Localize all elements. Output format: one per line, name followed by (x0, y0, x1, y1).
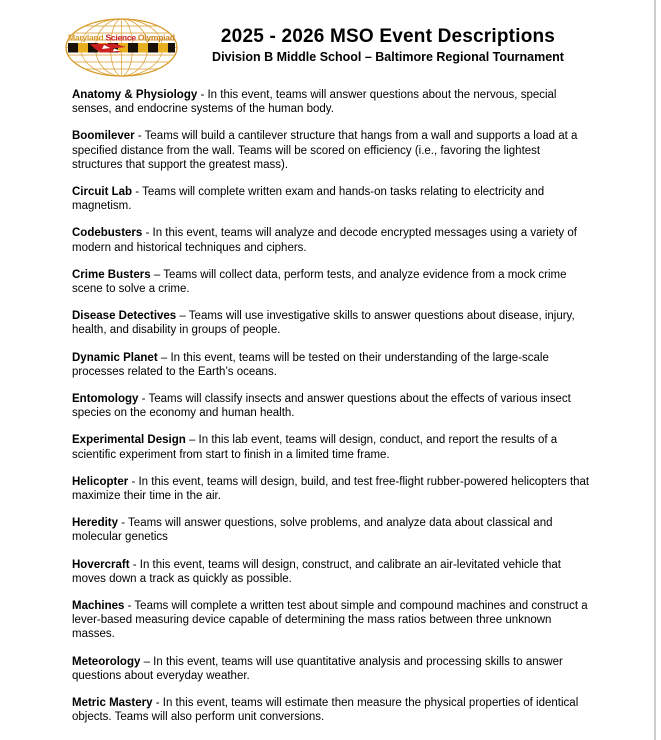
event-name: Hovercraft (72, 558, 130, 571)
event-name: Metric Mastery (72, 697, 153, 710)
event-description (72, 226, 592, 254)
event-text: - Teams will answer questions, solve problems, and analyze data about classical and molecular genetics (72, 517, 553, 544)
event-name: Helicopter (72, 475, 129, 488)
event-text: - In this event, teams will answer questions about the nervous, special senses, and endocrine systems of the human body. (72, 89, 557, 116)
event-description (72, 309, 592, 337)
event-description (72, 433, 592, 461)
event-description (72, 268, 592, 296)
title-block (0, 26, 661, 65)
event-name: Disease Detectives (72, 310, 177, 323)
event-description (72, 475, 592, 503)
logo-word-maryland: Maryland (68, 32, 104, 43)
page-edge-divider (654, 0, 656, 740)
event-name: Dynamic Planet (72, 351, 158, 364)
event-name: Circuit Lab (72, 186, 133, 199)
event-text: - In this event, teams will design, build, and test free-flight rubber-powered helicopters that maximize their time in the air. (72, 475, 590, 503)
page-subtitle: Division B Middle School – Baltimore Regional Tournament (212, 50, 564, 64)
event-description (72, 599, 592, 642)
event-list (72, 88, 592, 738)
event-description (72, 392, 592, 420)
event-text: - Teams will complete written exam and hands-on tasks relating to electricity and magnetism. (72, 186, 545, 213)
event-description (72, 351, 592, 379)
page-title: 2025 - 2026 MSO Event Descriptions (220, 26, 556, 47)
logo-word-olympiad: Olympiad (137, 32, 175, 43)
event-text: – In this event, teams will be tested on their understanding of the large-scale processes related to the Earth’s oceans. (72, 351, 549, 378)
event-description (72, 558, 592, 586)
event-description (72, 655, 592, 683)
event-description (72, 129, 592, 172)
event-name: Heredity (72, 517, 119, 530)
event-name: Experimental Design (72, 434, 186, 447)
event-text: - Teams will build a cantilever structure that hangs from a wall and supports a load at a specified distance from the wall. Teams will be scored on efficiency (i.e., favoring the lightest structures that support the greatest mass). (72, 130, 578, 171)
event-description (72, 516, 592, 544)
event-text: – Teams will use investigative skills to answer questions about disease, injury, health, and disability in groups of people. (72, 310, 575, 337)
event-description (72, 185, 592, 213)
event-text: - In this event, teams will design, construct, and calibrate an air-levitated vehicle that moves down a track as quickly as possible. (72, 558, 561, 585)
event-text: - In this event, teams will analyze and decode encrypted messages using a variety of modern and historical techniques and ciphers. (72, 227, 577, 254)
event-text: – In this event, teams will use quantitative analysis and processing skills to answer questions about everyday weather. (72, 655, 563, 682)
event-name: Codebusters (72, 227, 143, 240)
event-description (72, 696, 592, 724)
event-description (72, 88, 592, 116)
event-text: - In this event, teams will estimate then measure the physical properties of identical objects. Teams will also perform unit conversions. (72, 697, 579, 724)
event-name: Meteorology (72, 655, 141, 668)
event-name: Boomilever (72, 130, 135, 143)
event-name: Crime Busters (72, 268, 151, 281)
document-header (0, 0, 661, 86)
event-name: Anatomy & Physiology (72, 89, 198, 101)
event-text: - Teams will classify insects and answer questions about the effects of various insect species on the economy and human health. (72, 393, 571, 420)
event-text: – Teams will collect data, perform tests, and analyze evidence from a mock crime scene to solve a crime. (72, 268, 567, 296)
event-text: - Teams will complete a written test about simple and compound machines and construct a lever-based measuring device capable of determining the mass ratios between three unknown masses. (72, 600, 588, 641)
logo-word-science: Science (105, 32, 137, 43)
event-text: – In this lab event, teams will design, conduct, and report the results of a scientific experiment from start to finish in a limited time frame. (72, 434, 558, 461)
event-name: Machines (72, 600, 125, 613)
event-name: Entomology (72, 393, 139, 406)
